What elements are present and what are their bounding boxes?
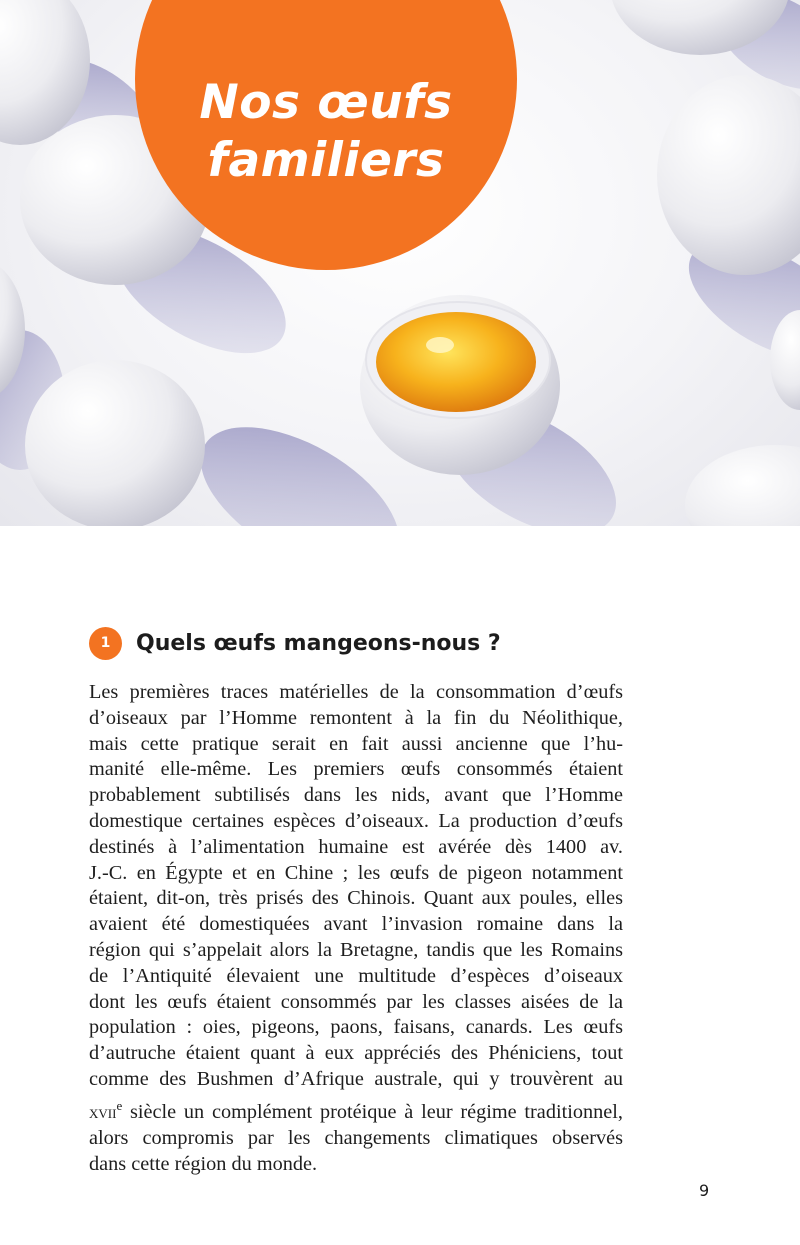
paragraph-line: de l’Antiquité élevaient une multitude d’espèces d’oiseaux xyxy=(89,964,623,987)
paragraph-line: population : oies, pigeons, paons, faisans, canards. Les œufs xyxy=(89,1016,623,1039)
paragraph-line: région qui s’appelait alors la Bretagne, tandis que les Romains xyxy=(89,938,623,961)
body-paragraph xyxy=(89,680,623,1178)
paragraph-line: mais cette pratique serait en fait aussi ancienne que l’hu- xyxy=(89,732,623,755)
paragraph-line: domestique certaines espèces d’oiseaux. La production d’œufs xyxy=(89,809,623,832)
chapter-title-line-1: Nos œufs xyxy=(199,74,453,130)
paragraph-line: Les premières traces matérielles de la consommation d’œufs xyxy=(89,681,623,703)
chapter-title xyxy=(199,74,452,190)
paragraph-line: d’oiseaux par l’Homme remontent à la fin du Néolithique, xyxy=(89,706,623,729)
century-line-rest: siècle un complément protéique à leur régime traditionnel, xyxy=(122,1100,623,1123)
paragraph-line: d’autruche étaient quant à eux appréciés des Phéniciens, tout xyxy=(89,1042,623,1065)
paragraph-line: J.-C. en Égypte et en Chine ; les œufs de pigeon notamment xyxy=(89,861,623,884)
century-suffix: e xyxy=(116,1097,123,1113)
paragraph-line: manité elle-même. Les premiers œufs consommés étaient xyxy=(89,758,623,781)
century-numeral: XVII xyxy=(89,1105,117,1121)
paragraph-line: avaient été domestiquées avant l’invasion romaine dans la xyxy=(89,913,623,936)
paragraph-line-last: dans cette région du monde. xyxy=(89,1153,318,1176)
section-number-badge: 1 xyxy=(89,627,122,660)
paragraph-line: probablement subtilisés dans les nids, avant que l’Homme xyxy=(89,784,623,807)
paragraph-line-century xyxy=(89,1093,623,1127)
chapter-title-line-2: familiers xyxy=(207,132,445,188)
paragraph-line: alors compromis par les changements climatiques observés xyxy=(89,1127,623,1150)
section-heading xyxy=(89,624,501,662)
page-number: 9 xyxy=(699,1181,710,1200)
section-title: Quels œufs mangeons-nous ? xyxy=(136,630,501,656)
paragraph-line: dont les œufs étaient consommés par les classes aisées de la xyxy=(89,990,623,1013)
paragraph-line: comme des Bushmen d’Afrique australe, qui y trouvèrent au xyxy=(89,1067,623,1090)
paragraph-line: étaient, dit-on, très prisés des Chinois. Quant aux poules, elles xyxy=(89,887,623,910)
paragraph-line: destinés à l’alimentation humaine est avérée dès 1400 av. xyxy=(89,835,623,858)
hero-photo xyxy=(0,0,800,526)
